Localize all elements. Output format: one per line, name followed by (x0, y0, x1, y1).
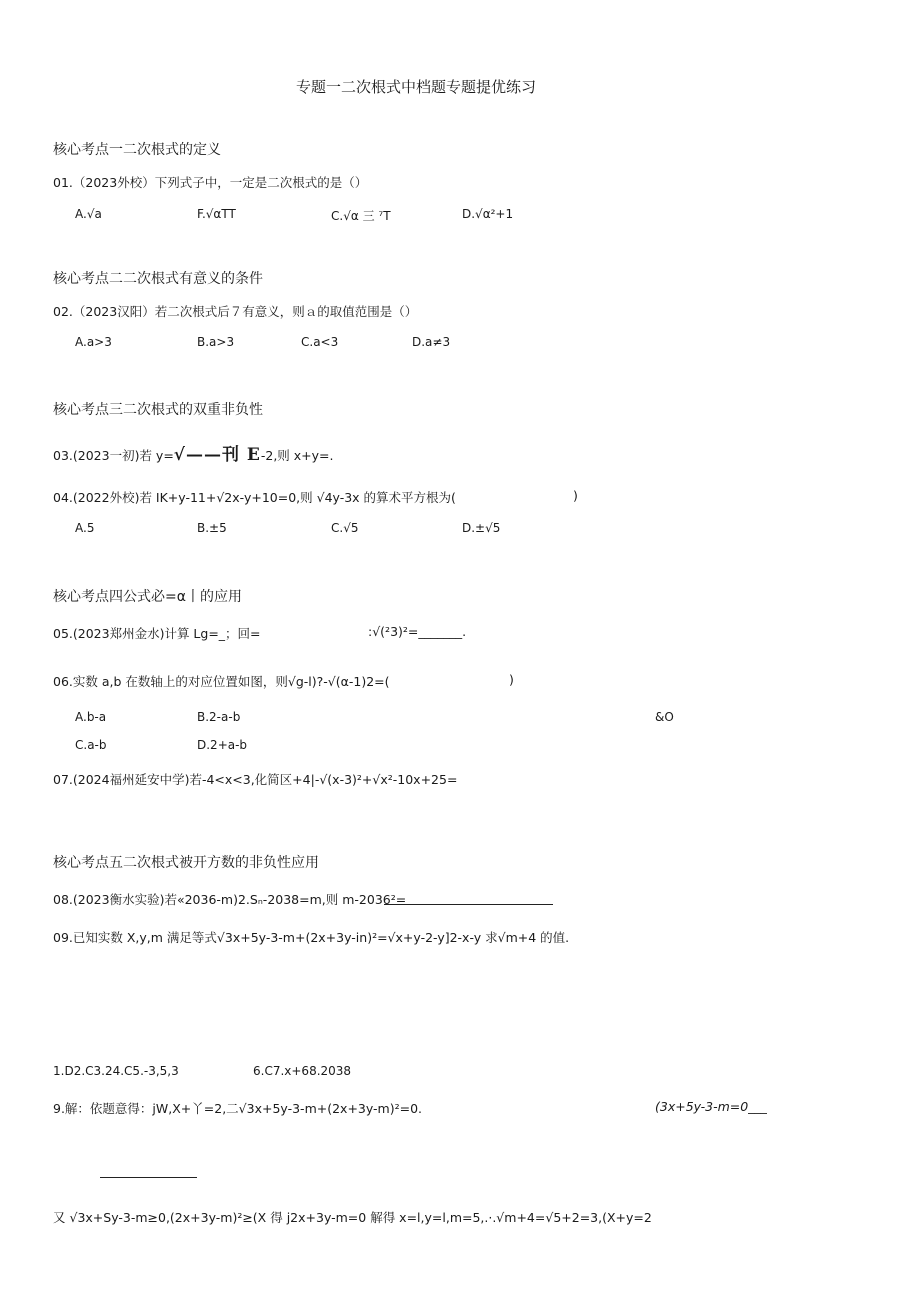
question-7: 07.(2024福州延安中学)若-4<x<3,化简区+4|-√(x-3)²+√x²-10x+25= (53, 772, 458, 787)
q6-figure-label: &O (655, 710, 674, 724)
question-9: 09.已知实数 X,y,m 满足等式√3x+5y-3-m+(2x+3y-in)²=√x+y-2-y]2-x-y 求√m+4 的值. (53, 930, 570, 945)
q5-right-part: :√(²3)²=_______. (368, 624, 467, 639)
question-3 (53, 440, 334, 465)
q4-option-d: D.±√5 (462, 521, 501, 535)
q3-garbled-expression: √——刊 E (173, 445, 261, 465)
question-2: 02.（2023汉阳）若二次根式后７有意义，则ａ的取值范围是（） (53, 304, 418, 319)
answer-line-2: 9.解：依题意得：jW,X+丫=2,二√3x+5y-3-m+(2x+3y-m)²=0. (53, 1101, 423, 1116)
section-heading-2: 核心考点二二次根式有意义的条件 (53, 271, 263, 287)
q3-suffix: -2,则 x+y=. (260, 448, 334, 463)
question-4: 04.(2022外校)若 IK+y-11+√2x-y+10=0,则 √4y-3x 的算术平方根为( (53, 490, 456, 505)
q6-option-d: D.2+a-b (197, 738, 248, 752)
q8-answer-blank (384, 904, 553, 905)
q6-option-c: C.a-b (75, 738, 107, 752)
answer-line-3: 又 √3x+Sy-3-m≥0,(2x+3y-m)²≥(X 得 j2x+3y-m=0 解得 x=l,y=l,m=5,.·.√m+4=√5+2=3,(X+y=2 (53, 1210, 652, 1225)
section-heading-4: 核心考点四公式必=α丨的应用 (53, 589, 242, 605)
q1-option-a: A.√a (75, 207, 102, 221)
q4-close-paren: ) (573, 488, 578, 503)
section-heading-5: 核心考点五二次根式被开方数的非负性应用 (53, 855, 319, 871)
q2-option-b: B.a>3 (197, 335, 235, 349)
answer-line-1-left: 1.D2.C3.24.C5.-3,5,3 (53, 1064, 179, 1078)
q4-option-a: A.5 (75, 521, 95, 535)
question-6: 06.实数 a,b 在数轴上的对应位置如图，则√g-l)?-√(α-1)2=( (53, 674, 390, 689)
question-1: 01.（2023外校）下列式子中，一定是二次根式的是（） (53, 175, 368, 190)
q2-option-c: C.a<3 (301, 335, 339, 349)
page-title: 专题一二次根式中档题专题提优练习 (296, 78, 537, 96)
q4-option-b: B.±5 (197, 521, 227, 535)
q2-option-a: A.a>3 (75, 335, 112, 349)
section-heading-3: 核心考点三二次根式的双重非负性 (53, 402, 263, 418)
q1-option-c: C.√α 三 ⁷T (331, 209, 391, 223)
answer-line-1-right: 6.C7.x+68.2038 (253, 1064, 352, 1078)
question-8: 08.(2023衡水实验)若«2036-m)2.Sₙ-2038=m,则 m-2036²= (53, 892, 407, 907)
q4-option-c: C.√5 (331, 521, 359, 535)
q2-option-d: D.a≠3 (412, 335, 451, 349)
q6-option-a: A.b-a (75, 710, 107, 724)
section-heading-1: 核心考点一二次根式的定义 (53, 142, 221, 158)
answer-line-2-right: (3x+5y-3-m=0___ (655, 1099, 767, 1114)
q3-prefix: 03.(2023一初)若 y= (53, 448, 174, 463)
q6-close-paren: ) (509, 672, 514, 687)
q1-option-b: F.√αTT (197, 207, 236, 221)
q6-option-b: B.2-a-b (197, 710, 241, 724)
question-5: 05.(2023郑州金水)计算 Lg=_；回= (53, 626, 261, 641)
q1-option-d: D.√α²+1 (462, 207, 514, 221)
answer-divider-line (100, 1177, 197, 1178)
